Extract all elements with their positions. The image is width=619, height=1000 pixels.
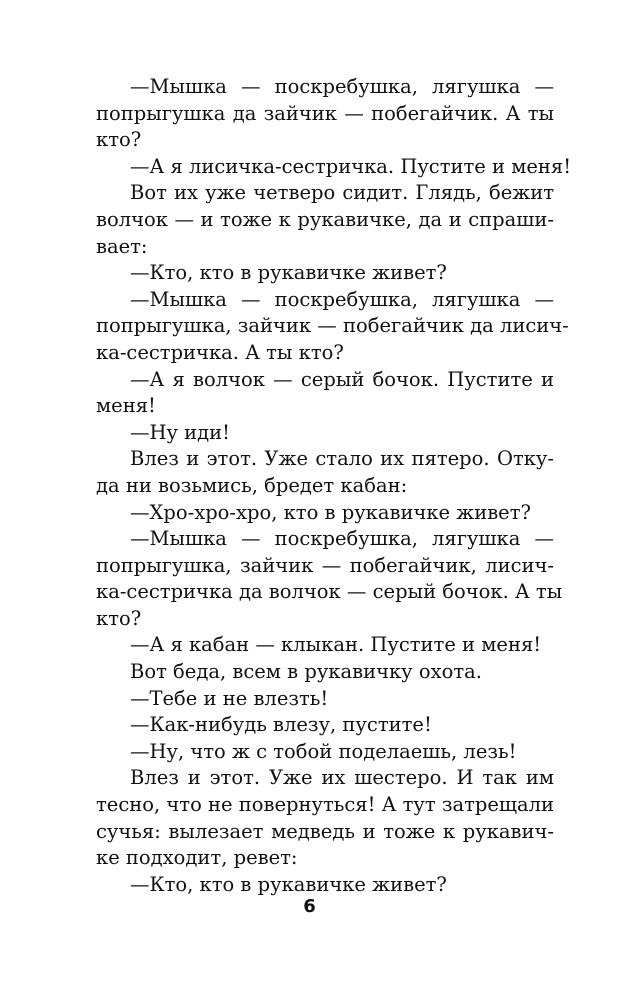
text-line: —Ну, что ж с тобой поделаешь, лезь! bbox=[130, 739, 517, 763]
text-line: —Ну иди! bbox=[130, 420, 231, 444]
text-line: Влез и этот. Уже их шестеро. И так им bbox=[130, 766, 554, 790]
text-line: попрыгушка да зайчик — побегайчик. А ты bbox=[96, 101, 554, 125]
text-line: —А я лисичка-сестричка. Пустите и меня! bbox=[130, 154, 572, 178]
text-line: попрыгушка, зайчик — побегайчик да лисич- bbox=[96, 314, 569, 338]
text-line: —Мышка — поскребушка, лягушка — bbox=[130, 75, 554, 98]
text-line: волчок — и тоже к рукавичке, да и спраши- bbox=[96, 207, 554, 231]
text-line: —Тебе и не влезть! bbox=[130, 686, 329, 710]
text-line: —Кто, кто в рукавичке живет? bbox=[130, 261, 447, 285]
text-line: —А я волчок — серый бочок. Пустите и bbox=[130, 367, 554, 391]
story-text bbox=[96, 74, 572, 898]
text-line: тесно, что не повернуться! А тут затрещали bbox=[96, 793, 555, 817]
text-line: вает: bbox=[96, 234, 148, 258]
text-line: попрыгушка, зайчик — побегайчик, лисич- bbox=[96, 553, 554, 577]
text-line: —Мышка — поскребушка, лягушка — bbox=[130, 527, 554, 551]
text-line: Вот беда, всем в рукавичку охота. bbox=[130, 660, 482, 684]
page-number: 6 bbox=[303, 896, 316, 917]
text-line: ка-сестричка да волчок — серый бочок. А ты bbox=[96, 580, 563, 604]
text-line: сучья: вылезает медведь и тоже к рукавич- bbox=[96, 819, 554, 843]
text-line: Вот их уже четверо сидит. Глядь, бежит bbox=[130, 181, 554, 205]
text-line: —А я кабан — клыкан. Пустите и меня! bbox=[130, 633, 542, 657]
text-line: да ни возьмись, бредет кабан: bbox=[96, 473, 408, 497]
text-line: кто? bbox=[96, 128, 142, 152]
text-line: —Хро-хро-хро, кто в рукавичке живет? bbox=[130, 500, 531, 524]
text-line: кто? bbox=[96, 606, 142, 630]
text-line: меня! bbox=[96, 394, 156, 418]
text-line: —Мышка — поскребушка, лягушка — bbox=[130, 287, 554, 311]
text-line: ка-сестричка. А ты кто? bbox=[96, 340, 344, 364]
text-line: Влез и этот. Уже стало их пятеро. Отку- bbox=[130, 447, 554, 471]
text-line: —Как-нибудь влезу, пустите! bbox=[130, 713, 432, 737]
text-line: —Кто, кто в рукавичке живет? bbox=[130, 872, 447, 896]
text-line: ке подходит, ревет: bbox=[96, 846, 298, 870]
